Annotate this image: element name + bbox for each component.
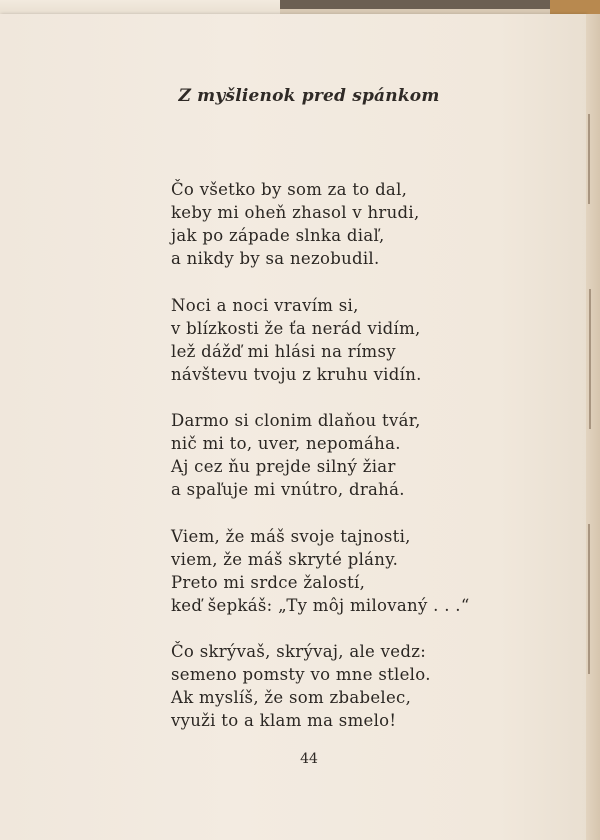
page-edge xyxy=(586,14,600,840)
poem-line: Viem, že máš svoje tajnosti, xyxy=(171,526,411,546)
poem-line: jak po západe slnka diaľ, xyxy=(171,226,385,245)
stanza xyxy=(171,640,551,732)
poem-line: lež dážď mi hlási na rímsy xyxy=(171,341,396,361)
poem-line: nič mi to, uver, nepomáha. xyxy=(171,434,401,453)
stanza xyxy=(171,409,551,501)
poem-body xyxy=(171,178,551,756)
poem-line: keď šepkáš: „Ty môj milovaný . . .“ xyxy=(171,595,470,615)
poem-line: využi to a klam ma smelo! xyxy=(171,711,397,730)
page-number: 44 xyxy=(300,751,318,767)
poem-line: a spaľuje mi vnútro, drahá. xyxy=(171,480,405,499)
binding-thread xyxy=(589,289,591,429)
poem-line: v blízkosti že ťa nerád vidím, xyxy=(171,318,421,338)
poem-line: Aj cez ňu prejde silný žiar xyxy=(171,457,396,476)
poem-line: Noci a noci vravím si, xyxy=(171,295,359,315)
poem-line: Preto mi srdce žalostí, xyxy=(171,572,366,592)
poem-line: Ak myslíš, že som zbabelec, xyxy=(171,688,412,707)
book-cover-edge xyxy=(280,0,550,9)
poem-line: semeno pomsty vo mne stlelo. xyxy=(171,665,431,684)
poem-line: viem, že máš skryté plány. xyxy=(171,549,399,569)
poem-line: Čo skrývaš, skrývaj, ale vedz: xyxy=(171,642,427,661)
poem-line: Darmo si clonim dlaňou tvár, xyxy=(171,411,421,430)
stanza xyxy=(171,178,551,270)
poem-line: návštevu tvoju z kruhu vidín. xyxy=(171,364,422,384)
stanza xyxy=(171,525,551,617)
stanza xyxy=(171,294,551,386)
poem-title: Z myšlienok pred spánkom xyxy=(178,86,440,106)
binding-thread xyxy=(588,524,590,674)
poem-line: Čo všetko by som za to dal, xyxy=(171,180,408,199)
book-cover-corner xyxy=(550,0,600,14)
binding-thread xyxy=(588,114,590,204)
poem-line: keby mi oheň zhasol v hrudi, xyxy=(171,203,420,222)
poem-line: a nikdy by sa nezobudil. xyxy=(171,249,380,268)
